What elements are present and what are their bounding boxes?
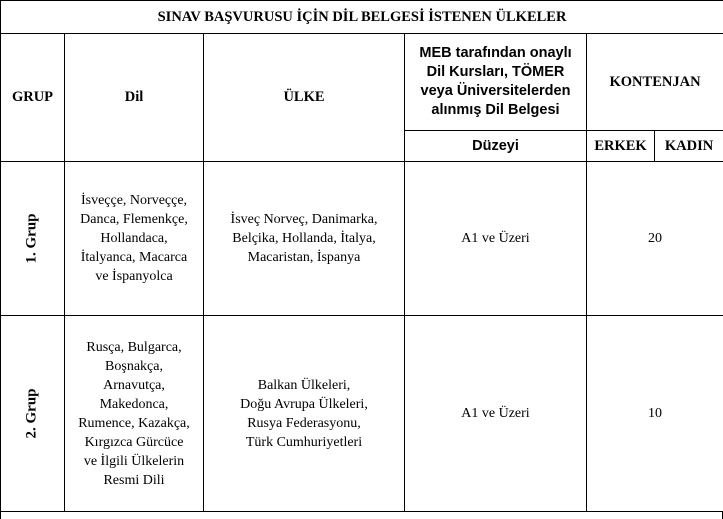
kontenjan-cell: 10	[587, 316, 723, 512]
ulke-line: Belçika, Hollanda, İtalya,	[232, 231, 376, 246]
ulke-line: Rusya Federasyonu,	[247, 415, 361, 431]
header-grup: GRUP	[1, 34, 65, 162]
dil-line: Resmi Dili	[103, 472, 165, 488]
dil-line: Hollandaca,	[100, 231, 168, 246]
dil-cell	[65, 162, 204, 316]
group-label: 2. Grup	[23, 388, 40, 439]
kontenjan-cell: 20	[587, 162, 723, 316]
header-erkek: ERKEK	[587, 131, 655, 162]
dil-line: İsveççe, Norveççe,	[80, 193, 188, 208]
dil-line: ve İlgili Ülkelerin	[83, 453, 185, 469]
header-ulke: ÜLKE	[204, 34, 405, 162]
ulke-line: Balkan Ülkeleri,	[257, 377, 351, 393]
dil-line: Danca, Flemenkçe,	[80, 212, 188, 227]
table-row	[1, 316, 723, 512]
duzey-cell: A1 ve Üzeri	[405, 162, 587, 316]
header-kontenjan: KONTENJAN	[587, 34, 723, 131]
dil-line: İtalyanca, Macarca	[80, 250, 188, 265]
table-continuation	[0, 511, 723, 519]
group-cell	[1, 162, 65, 316]
header-kadin: KADIN	[655, 131, 723, 162]
table-row	[1, 162, 723, 316]
dil-cell	[65, 316, 204, 512]
table-title: SINAV BAŞVURUSU İÇİN DİL BELGESİ İSTENEN ÜLKELER	[1, 1, 723, 34]
header-belge	[405, 34, 587, 131]
dil-line: ve İspanyolca	[95, 269, 173, 284]
header-belge-line: Dil Kursları, TÖMER	[426, 64, 565, 80]
header-belge-line: MEB tarafından onaylı	[419, 45, 572, 61]
header-belge-line: veya Üniversitelerden	[420, 83, 571, 99]
group-label: 1. Grup	[23, 213, 40, 264]
header-belge-line: alınmış Dil Belgesi	[431, 102, 560, 118]
dil-line: Rusça, Bulgarca,	[86, 339, 182, 355]
dil-line: Boşnakça,	[105, 358, 163, 374]
dil-line: Rumence, Kazakça,	[78, 415, 190, 431]
ulke-line: Macaristan, İspanya	[247, 250, 361, 265]
ulke-line: İsveç Norveç, Danimarka,	[230, 212, 378, 227]
group-cell	[1, 316, 65, 512]
header-duzeyi: Düzeyi	[405, 131, 587, 162]
dil-line: Arnavutça,	[103, 377, 165, 393]
ulke-cell	[204, 316, 405, 512]
ulke-line: Doğu Avrupa Ülkeleri,	[240, 396, 368, 412]
header-dil: Dil	[65, 34, 204, 162]
dil-line: Makedonca,	[99, 396, 169, 412]
ulke-line: Türk Cumhuriyetleri	[245, 434, 363, 450]
ulke-cell	[204, 162, 405, 316]
duzey-cell: A1 ve Üzeri	[405, 316, 587, 512]
dil-line: Kırgızca Gürcüce	[84, 434, 184, 450]
